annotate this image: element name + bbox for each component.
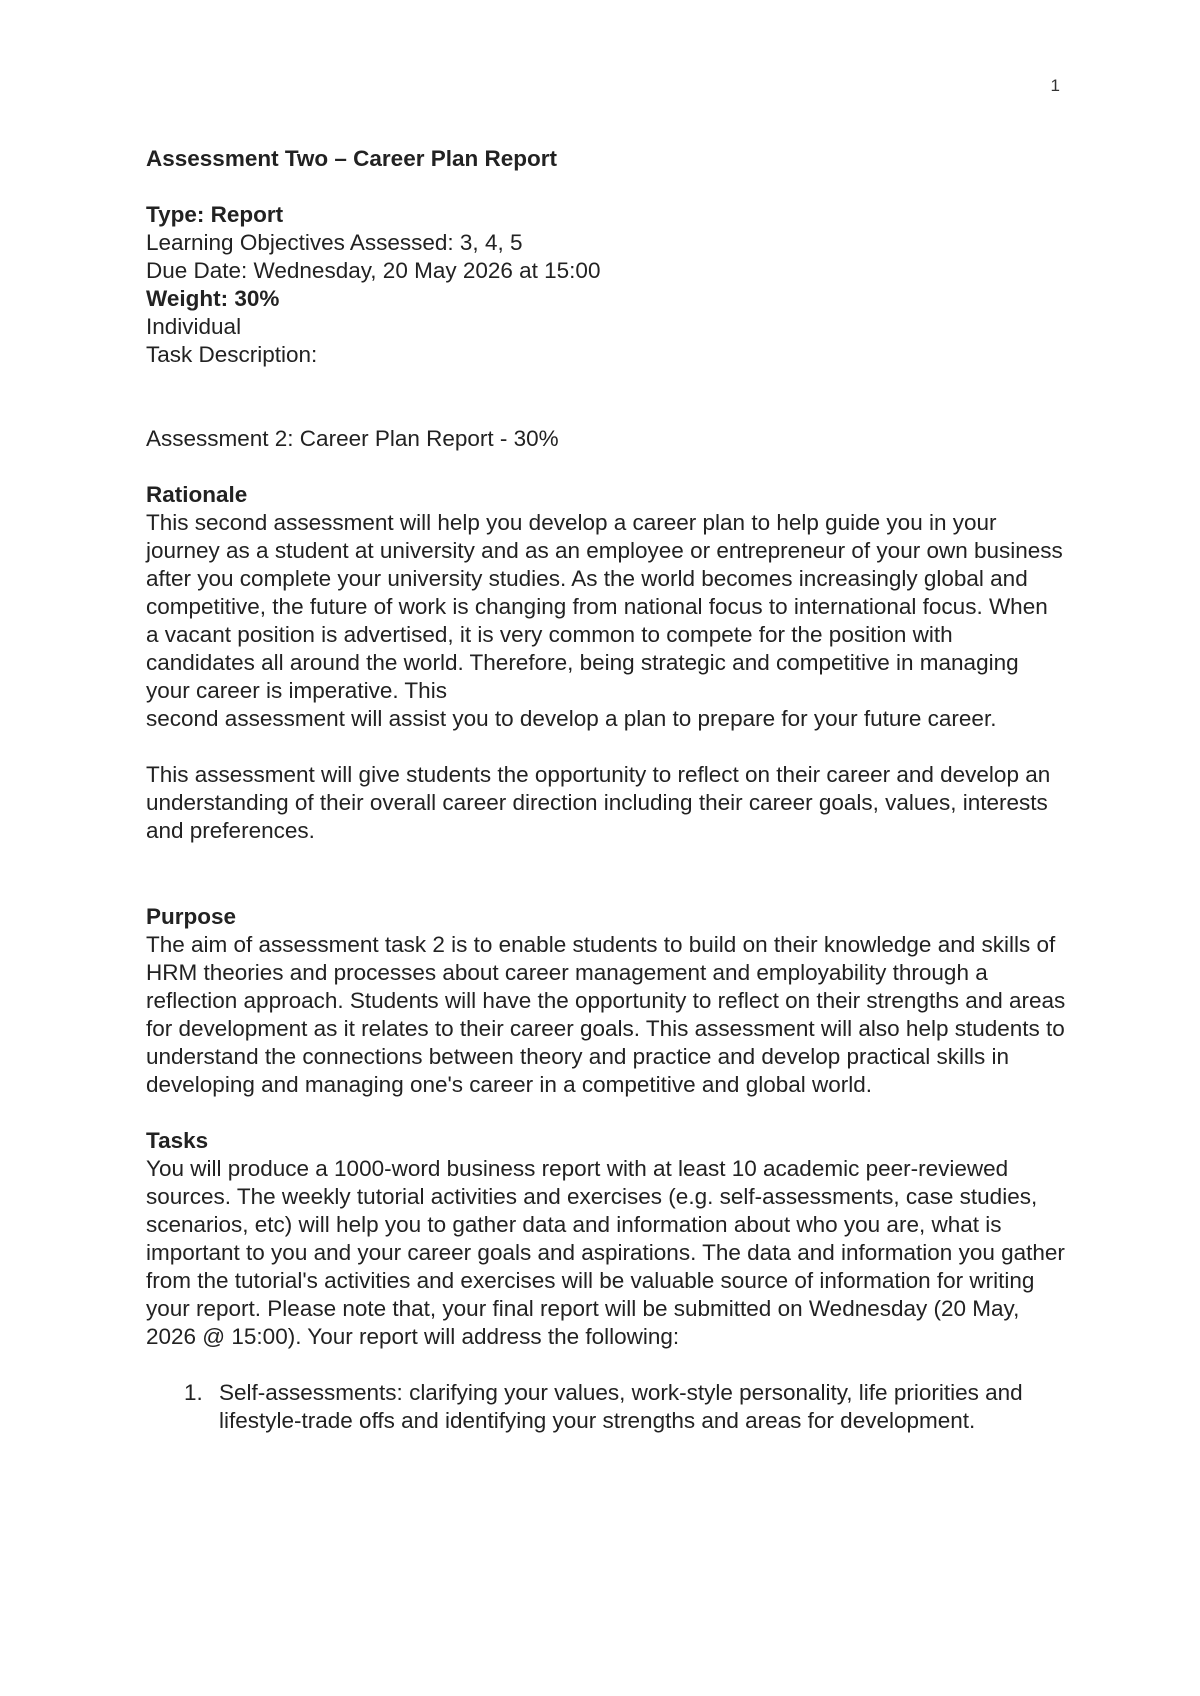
- list-item: [146, 1379, 1066, 1435]
- purpose-heading: Purpose: [146, 904, 237, 929]
- weight: Weight: 30%: [146, 286, 280, 311]
- tasks-heading: Tasks: [146, 1128, 209, 1153]
- rationale-paragraph-1: This second assessment will help you develop a career plan to help guide you in your journey as a student at university and as an employee or entrepreneur of your own business after you complete your university studies. As the world becomes increasingly global and competitive, the future of work is changing from national focus to international focus. When a vacant position is advertised, it is very common to compete for the position with candidates all around the world. Therefore, being strategic and competitive in managing your career is imperative. This: [146, 510, 1063, 703]
- due-date: Due Date: Wednesday, 20 May 2026 at 15:00: [146, 258, 601, 283]
- rationale-paragraph-1-continued: second assessment will assist you to develop a plan to prepare for your future career.: [146, 706, 997, 731]
- rationale-heading: Rationale: [146, 482, 248, 507]
- task-description-label: Task Description:: [146, 342, 318, 367]
- purpose-paragraph: The aim of assessment task 2 is to enable students to build on their knowledge and skills of HRM theories and processes about career management and employability through a reflection approach. Students will have the opportunity to reflect on their strengths and areas for development as it relates to their career goals. This assessment will also help students to understand the connections between theory and practice and develop practical skills in developing and managing one's career in a competitive and global world.: [146, 932, 1066, 1097]
- learning-objectives: Learning Objectives Assessed: 3, 4, 5: [146, 230, 523, 255]
- document-title: Assessment Two – Career Plan Report: [146, 146, 557, 171]
- list-item-text: Self-assessments: clarifying your values, work-style personality, life priorities and lifestyle-trade offs and identifying your strengths and areas for development.: [219, 1380, 1023, 1433]
- assessment-mode: Individual: [146, 314, 242, 339]
- document-body: [146, 145, 1066, 1435]
- page-number: 1: [1050, 76, 1060, 95]
- tasks-paragraph: You will produce a 1000-word business report with at least 10 academic peer-reviewed sources. The weekly tutorial activities and exercises (e.g. self-assessments, case studies, scenarios, etc) will help you to gather data and information about who you are, what is important to you and your career goals and aspirations. The data and information you gather from the tutorial's activities and exercises will be valuable source of information for writing your report. Please note that, your final report will be submitted on Wednesday (20 May, 2026 @ 15:00). Your report will address the following:: [146, 1156, 1065, 1349]
- list-item-number: 1.: [184, 1380, 203, 1405]
- tasks-list: [146, 1379, 1066, 1435]
- assessment-heading: Assessment 2: Career Plan Report - 30%: [146, 426, 559, 451]
- assessment-type: Type: Report: [146, 202, 284, 227]
- rationale-paragraph-2: This assessment will give students the opportunity to reflect on their career and develop an understanding of their overall career direction including their career goals, values, interests and preferences.: [146, 762, 1051, 843]
